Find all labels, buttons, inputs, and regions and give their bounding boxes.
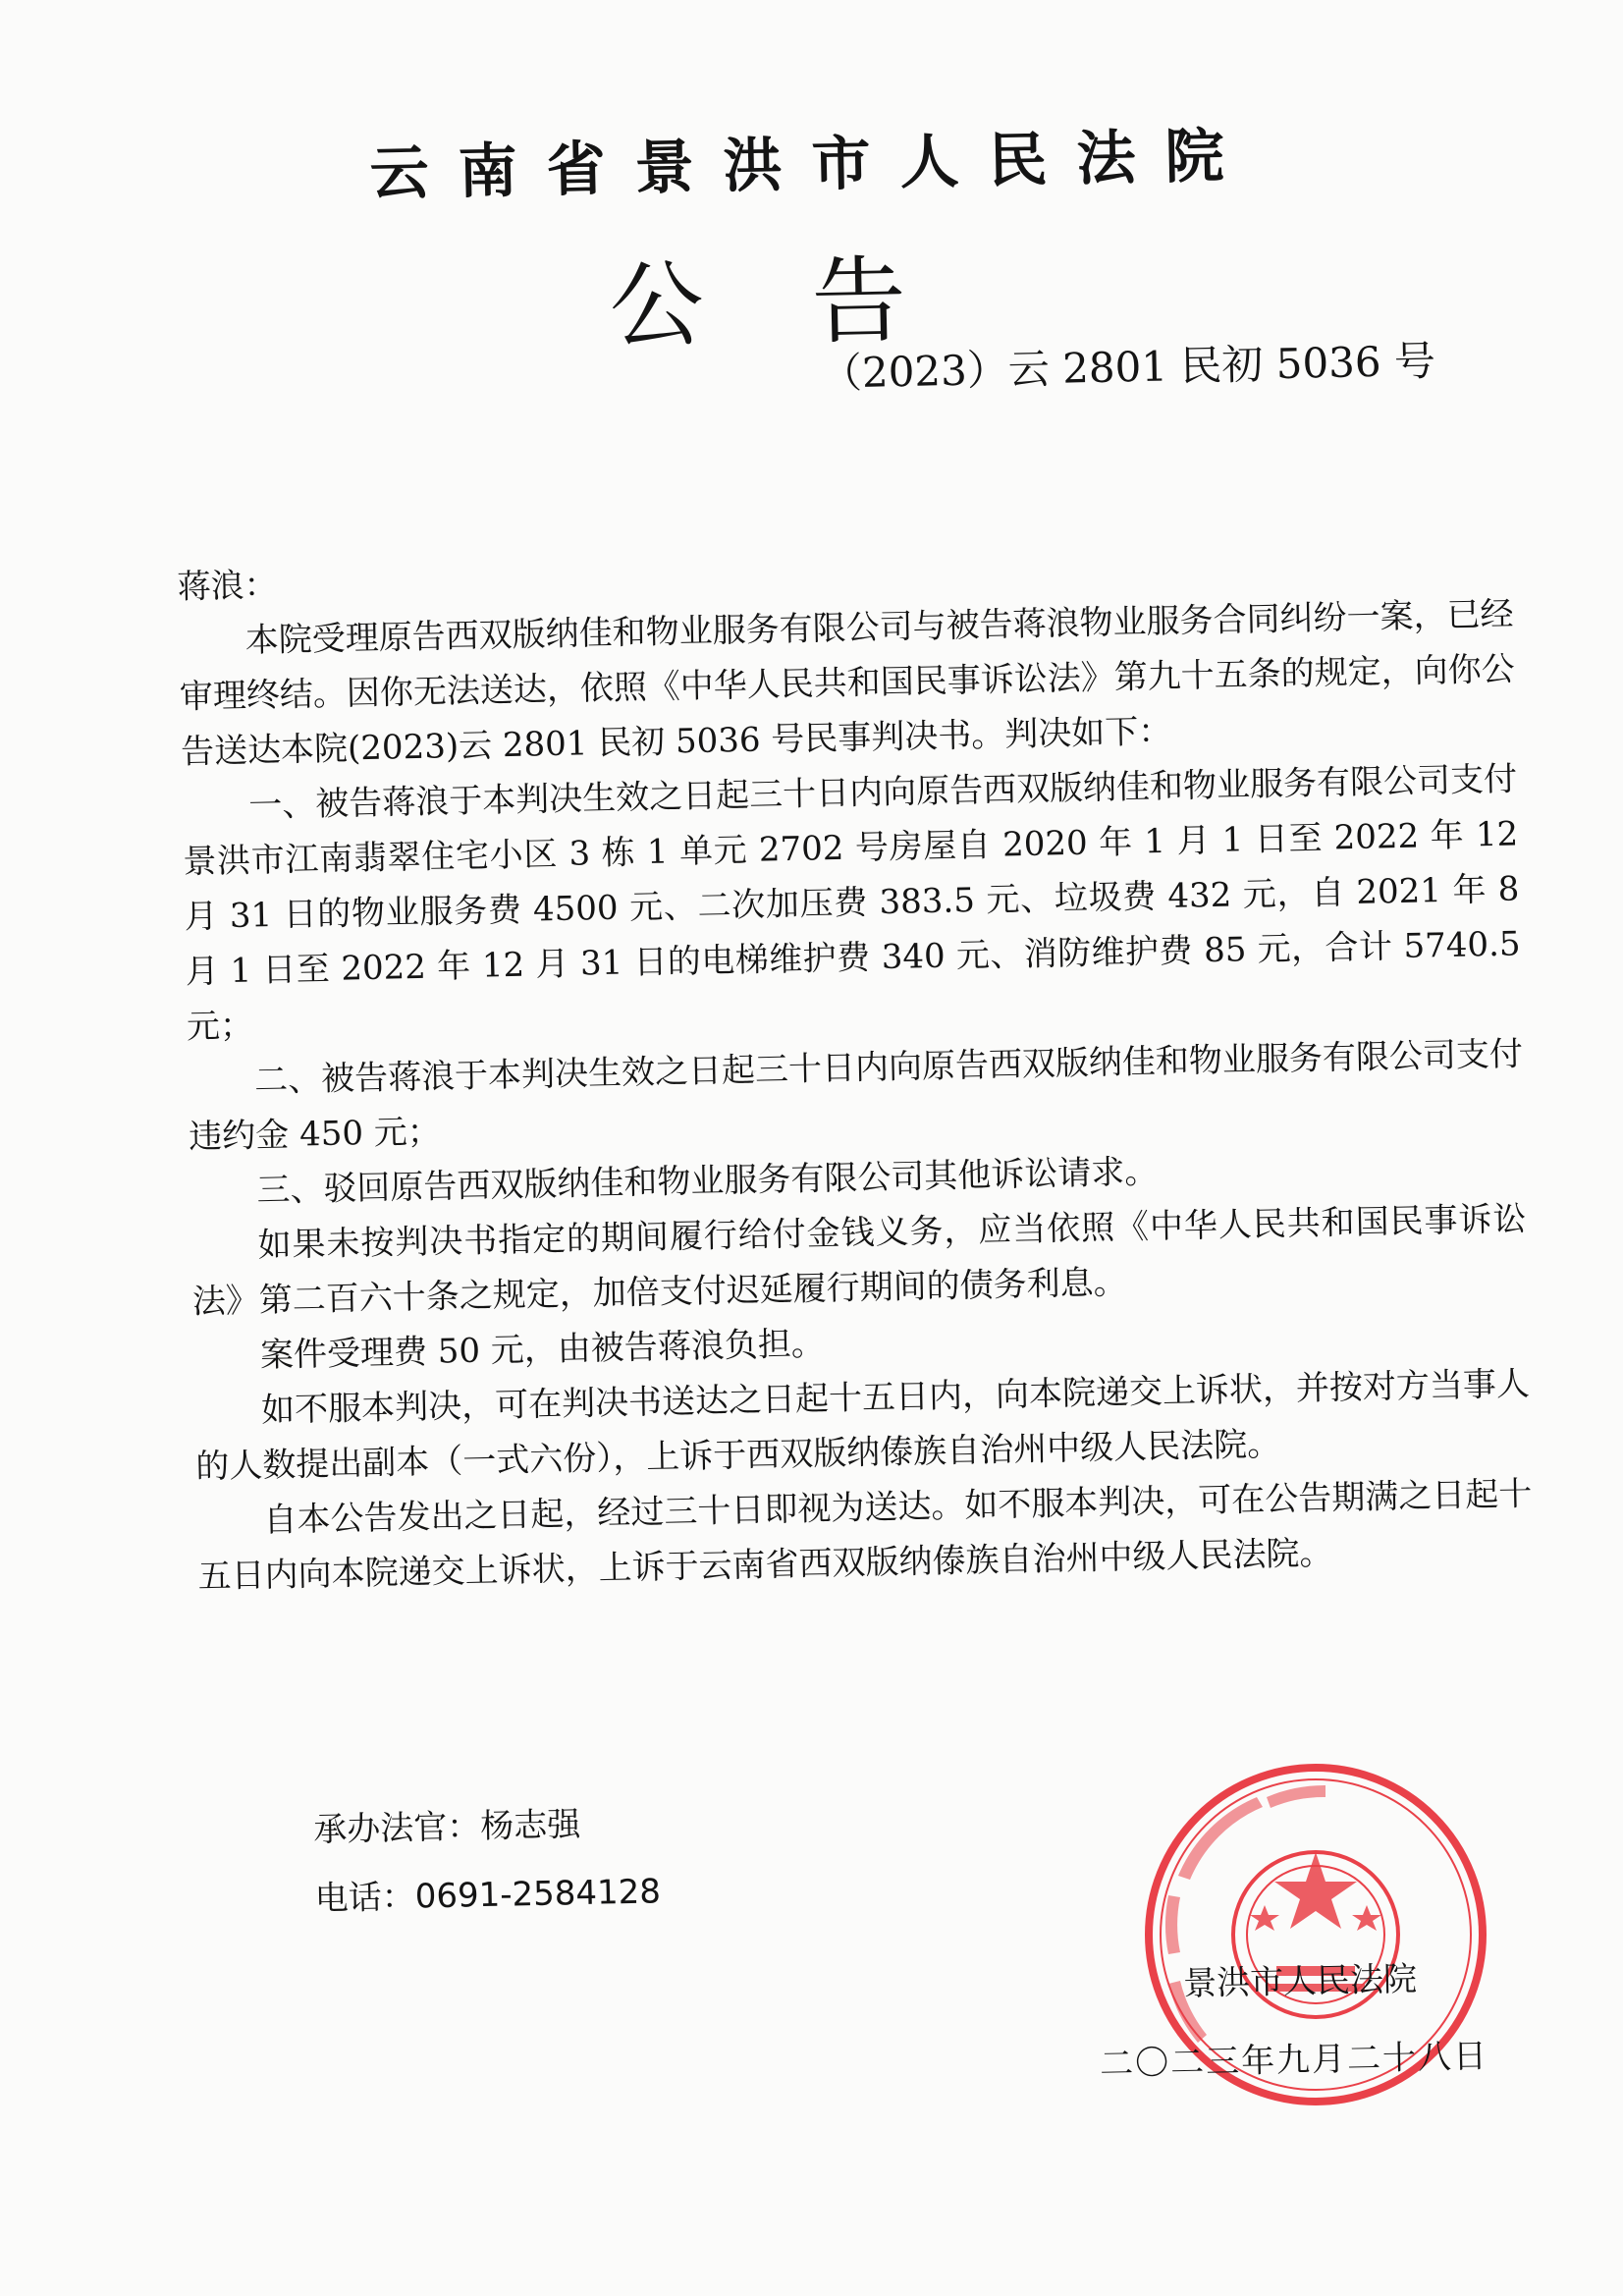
paragraph-judgment-3: 三、驳回原告西双版纳佳和物业服务有限公司其他诉讼请求。 xyxy=(256,1152,1159,1211)
signature-court: 景洪市人民法院 xyxy=(1182,1959,1418,2004)
paragraph-judgment-2: 二、被告蒋浪于本判决生效之日起三十日内向原告西双版纳佳和物业服务有限公司支付违约金 450 元； xyxy=(188,1034,1524,1157)
notice-title: 公告 xyxy=(608,243,1015,362)
notice-body xyxy=(177,532,1534,1605)
phone-number: 电话：0691-2584128 xyxy=(314,1872,662,1919)
paragraph-judgment-1: 一、被告蒋浪于本判决生效之日起三十日内向原告西双版纳佳和物业服务有限公司支付景洪市江南翡翠住宅小区 3 栋 1 单元 2702 号房屋自 2020 年 1 月 1 日至 2022 年 12 月 31 日的物业服务费 4500 元、二次加压费 383.5 元、垃圾费 432 元，自 2021 年 8 月 1 日至 2022 年 12 月 31 日的电梯维护费 340 元、消防维护费 85 元，合计 5740.5 元； xyxy=(183,759,1521,1047)
court-name-heading: 云南省景洪市人民法院 xyxy=(368,121,1255,209)
signature-date: 二〇二三年九月二十八日 xyxy=(1099,2036,1489,2085)
paragraph-service: 自本公告发出之日起，经过三十日即视为送达。如不服本判决，可在公告期满之日起十五日内向本院递交上诉状，上诉于云南省西双版纳傣族自治州中级人民法院。 xyxy=(197,1474,1533,1597)
paragraph-court-fee: 案件受理费 50 元，由被告蒋浪负担。 xyxy=(259,1324,826,1376)
addressee: 蒋浪： xyxy=(177,565,278,607)
paragraph-appeal: 如不服本判决，可在判决书送达之日起十五日内，向本院递交上诉状，并按对方当事人的人数提出副本（一式六份），上诉于西双版纳傣族自治州中级人民法院。 xyxy=(194,1364,1531,1487)
judge-name: 承办法官：杨志强 xyxy=(312,1805,581,1850)
case-number: （2023）云 2801 民初 5036 号 xyxy=(820,336,1436,398)
paragraph-interest: 如果未按判决书指定的期间履行给付金钱义务，应当依照《中华人民共和国民事诉讼法》第二百六十条之规定，加倍支付迟延履行期间的债务利息。 xyxy=(191,1199,1527,1322)
contact-info xyxy=(313,1788,662,1933)
paragraph-intro: 本院受理原告西双版纳佳和物业服务有限公司与被告蒋浪物业服务合同纠纷一案，已经审理终结。因你无法送达，依照《中华人民共和国民事诉讼法》第九十五条的规定，向你公告送达本院(2023)云 2801 民初 5036 号民事判决书。判决如下： xyxy=(179,594,1516,772)
